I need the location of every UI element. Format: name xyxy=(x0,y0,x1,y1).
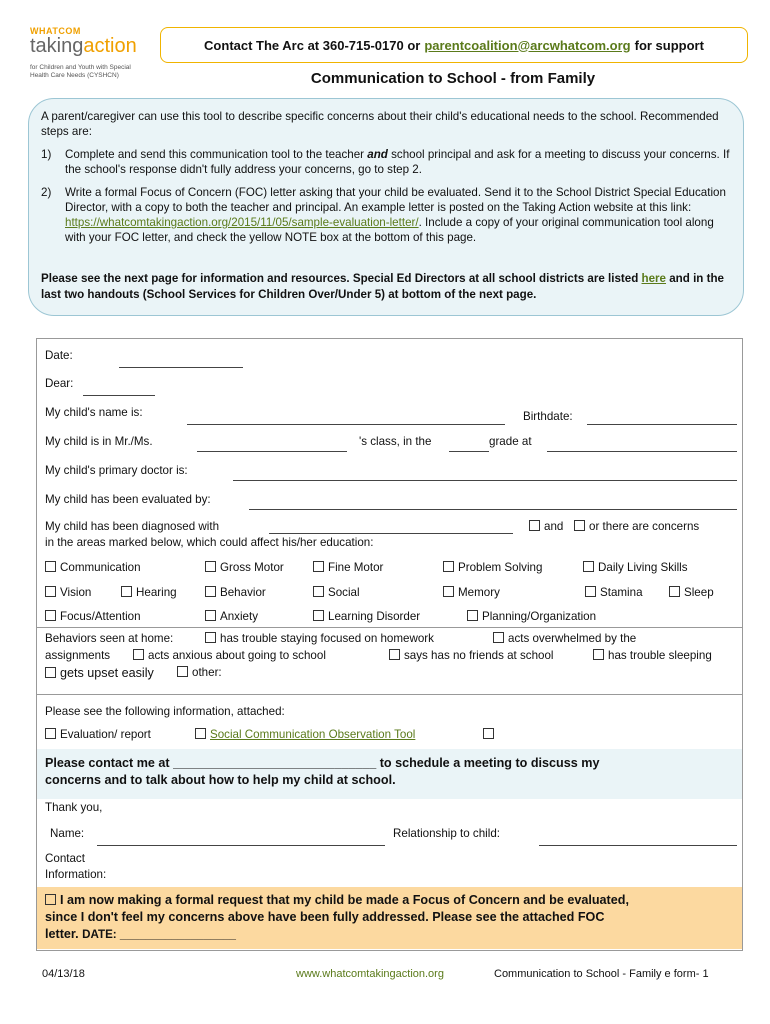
contact-me-text xyxy=(45,755,599,789)
behavior-label: acts anxious about going to school xyxy=(148,649,326,662)
concern-daily-living-checkbox[interactable] xyxy=(583,561,688,574)
formal-request-checkbox[interactable] xyxy=(45,892,735,909)
diagnosed-label: My child has been diagnosed with xyxy=(45,520,220,533)
footer-date: 04/13/18 xyxy=(42,968,85,980)
evaluated-label: My child has been evaluated by: xyxy=(45,493,211,506)
concern-planning-checkbox[interactable] xyxy=(467,610,596,623)
evaluated-field[interactable] xyxy=(249,509,737,510)
logo-word-taking: taking xyxy=(30,35,84,57)
contact-suffix: for support xyxy=(634,37,704,53)
support-email-link[interactable]: parentcoalition@arcwhatcom.org xyxy=(424,37,631,53)
contact-prefix: Contact The Arc at 360-715-0170 or xyxy=(204,37,421,53)
concern-problem-solving-checkbox[interactable] xyxy=(443,561,542,574)
class-label: 's class, in the xyxy=(359,435,432,448)
concern-label: Problem Solving xyxy=(458,561,543,574)
contact-me-line-2: concerns and to talk about how to help my child at school. xyxy=(45,773,396,787)
behavior-label: acts overwhelmed by the xyxy=(508,632,637,645)
concern-label: Fine Motor xyxy=(328,561,384,574)
step-1-text-b: school principal and ask for a meeting to discuss your concerns. If the school's response didn't fully address your concerns, go to step 2. xyxy=(65,148,730,176)
behavior-label: has trouble staying focused on homework xyxy=(220,632,434,645)
takingaction-logo xyxy=(30,26,158,86)
step-1 xyxy=(41,147,731,177)
request-line-3 xyxy=(45,926,735,943)
next-page-note xyxy=(41,271,731,303)
concern-label: Anxiety xyxy=(220,610,259,623)
behavior-label: other: xyxy=(192,666,222,679)
step-2-text-b: . Include a copy of your original communication tool along with your FOC letter, and check the yellow NOTE box at the bottom of this page. xyxy=(65,216,714,244)
teacher-label: My child is in Mr./Ms. xyxy=(45,435,153,448)
concern-communication-checkbox[interactable] xyxy=(45,561,141,574)
contact-me-line-1: Please contact me at _____________________________ to schedule a meeting to discuss my xyxy=(45,756,600,770)
evaluation-report-checkbox[interactable] xyxy=(45,728,151,741)
sco-tool-link[interactable]: Social Communication Observation Tool xyxy=(210,728,416,741)
behavior-overwhelmed-checkbox[interactable] xyxy=(493,632,636,645)
child-name-field[interactable] xyxy=(187,424,505,425)
concern-learning-disorder-checkbox[interactable] xyxy=(313,610,420,623)
footer-form-name: Communication to School - Family e form- 1 xyxy=(494,968,709,980)
sco-tool-checkbox[interactable] xyxy=(195,728,415,741)
concern-label: Gross Motor xyxy=(220,561,284,574)
concern-label: Hearing xyxy=(136,586,177,599)
note-text-b: and in the last two handouts (School Services for Children Over/Under 5) at bottom of the next page. xyxy=(41,272,724,301)
dear-field[interactable] xyxy=(83,395,155,396)
contact-info-label-2: Information: xyxy=(45,868,107,881)
relationship-field[interactable] xyxy=(539,845,737,846)
evaluation-report-label: Evaluation/ report xyxy=(60,728,151,741)
grade-label: grade at xyxy=(489,435,532,448)
relationship-label: Relationship to child: xyxy=(393,827,500,840)
note-text-a: Please see the next page for information and resources. Special Ed Directors at all school districts are listed xyxy=(41,272,642,285)
behavior-anxious-checkbox[interactable] xyxy=(133,649,326,662)
support-contact-bar xyxy=(160,27,748,63)
areas-label: in the areas marked below, which could affect his/her education: xyxy=(45,536,374,549)
step-1-text-a: Complete and send this communication tool to the teacher xyxy=(65,148,368,161)
footer-website[interactable]: www.whatcomtakingaction.org xyxy=(296,968,444,980)
communication-form xyxy=(36,338,743,951)
directors-here-link[interactable]: here xyxy=(641,272,667,285)
behavior-other-checkbox[interactable] xyxy=(177,666,222,679)
behavior-label: has trouble sleeping xyxy=(608,649,712,662)
formal-request-text xyxy=(45,892,735,943)
date-label: Date: xyxy=(45,349,73,362)
intro-paragraph: A parent/caregiver can use this tool to describe specific concerns about their child's educational needs to the school. Recommended steps are: xyxy=(41,110,719,138)
concern-behavior-checkbox[interactable] xyxy=(205,586,266,599)
behavior-label: says has no friends at school xyxy=(404,649,554,662)
concern-label: Behavior xyxy=(220,586,266,599)
concern-vision-checkbox[interactable] xyxy=(45,586,91,599)
logo-wordmark xyxy=(30,36,158,56)
concern-label: Daily Living Skills xyxy=(598,561,688,574)
concern-gross-motor-checkbox[interactable] xyxy=(205,561,284,574)
dear-label: Dear: xyxy=(45,377,74,390)
concern-social-checkbox[interactable] xyxy=(313,586,360,599)
step-2-text xyxy=(65,185,731,245)
step-1-and: and xyxy=(367,148,388,161)
concern-label: Vision xyxy=(60,586,92,599)
grade-field[interactable] xyxy=(449,451,489,452)
concern-label: Planning/Organization xyxy=(482,610,597,623)
logo-whatcom: WHATCOM xyxy=(30,26,81,36)
concern-label: Focus/Attention xyxy=(60,610,141,623)
behavior-upset-checkbox[interactable] xyxy=(45,666,154,680)
request-letter: letter. xyxy=(45,927,79,941)
sample-letter-link[interactable]: https://whatcomtakingaction.org/2015/11/05/sample-evaluation-letter/ xyxy=(65,216,419,229)
teacher-field[interactable] xyxy=(197,451,347,452)
contact-info-label-1: Contact xyxy=(45,852,85,865)
logo-word-action: action xyxy=(83,35,137,57)
concern-stamina-checkbox[interactable] xyxy=(585,586,643,599)
or-checkbox[interactable] xyxy=(574,520,699,533)
behavior-homework-checkbox[interactable] xyxy=(205,632,434,645)
request-line-2: since I don't feel my concerns above have been fully addressed. Please see the attached FOC xyxy=(45,910,605,924)
child-name-label: My child's name is: xyxy=(45,406,143,419)
concern-label: Memory xyxy=(458,586,500,599)
thank-you: Thank you, xyxy=(45,801,103,814)
other-attachment-checkbox[interactable] xyxy=(483,728,498,741)
logo-tagline: for Children and Youth with Special Health Care Needs (CYSHCN) xyxy=(30,64,131,79)
concern-label: Sleep xyxy=(684,586,714,599)
attached-label: Please see the following information, attached: xyxy=(45,705,285,718)
birthdate-field[interactable] xyxy=(587,424,737,425)
request-date[interactable]: DATE: __________________ xyxy=(82,928,236,941)
step-1-text xyxy=(65,147,731,177)
behavior-sleeping-checkbox[interactable] xyxy=(593,649,712,662)
concern-hearing-checkbox[interactable] xyxy=(121,586,177,599)
concern-label: Social xyxy=(328,586,360,599)
concern-anxiety-checkbox[interactable] xyxy=(205,610,258,623)
contact-me-band xyxy=(37,749,742,799)
doctor-field[interactable] xyxy=(233,480,737,481)
name-field[interactable] xyxy=(97,845,385,846)
or-label: or there are concerns xyxy=(589,520,700,533)
behavior-label: gets upset easily xyxy=(60,666,154,680)
concern-sleep-checkbox[interactable] xyxy=(669,586,714,599)
step-2-number: 2) xyxy=(41,186,52,199)
formal-request-box xyxy=(37,887,742,949)
divider xyxy=(37,694,742,695)
step-1-number: 1) xyxy=(41,148,52,161)
and-label: and xyxy=(544,520,564,533)
divider xyxy=(37,627,742,628)
concern-label: Communication xyxy=(60,561,141,574)
doctor-label: My child's primary doctor is: xyxy=(45,464,188,477)
request-line-1: I am now making a formal request that my child be made a Focus of Concern and be evaluated, xyxy=(60,893,629,907)
concern-fine-motor-checkbox[interactable] xyxy=(313,561,383,574)
concern-label: Learning Disorder xyxy=(328,610,421,623)
step-2 xyxy=(41,185,731,245)
concern-label: Stamina xyxy=(600,586,643,599)
behavior-assignments-label: assignments xyxy=(45,649,111,662)
date-field[interactable] xyxy=(119,367,243,368)
concern-focus-checkbox[interactable] xyxy=(45,610,141,623)
and-checkbox[interactable] xyxy=(529,520,563,533)
step-2-text-a: Write a formal Focus of Concern (FOC) letter asking that your child be evaluated. Send it to the School District Special Education Director, with a copy to both the teacher and principal. An example letter is posted on the Taking Action website at this link: xyxy=(65,186,726,214)
concern-memory-checkbox[interactable] xyxy=(443,586,500,599)
diagnosis-field[interactable] xyxy=(269,533,513,534)
behaviors-title: Behaviors seen at home: xyxy=(45,632,174,645)
intro-box xyxy=(28,98,744,316)
behavior-no-friends-checkbox[interactable] xyxy=(389,649,554,662)
birthdate-label: Birthdate: xyxy=(523,410,573,423)
page-title: Communication to School - from Family xyxy=(310,70,596,87)
name-label: Name: xyxy=(50,827,85,840)
school-field[interactable] xyxy=(547,451,737,452)
